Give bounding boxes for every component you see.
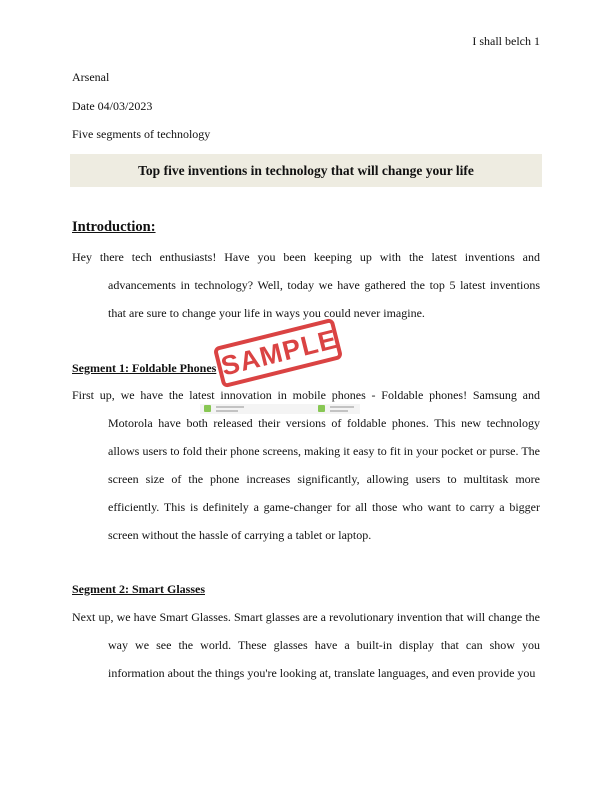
page-header: I shall belch 1 — [472, 34, 540, 48]
segment1-heading: Segment 1: Foldable Phones — [72, 361, 217, 375]
document-date: Date 04/03/2023 — [72, 99, 153, 113]
course-name: Five segments of technology — [72, 127, 211, 141]
segment1-paragraph: First up, we have the latest innovation in mobile phones - Foldable phones! Samsung and Motorola have both released their versions of foldable phones. This new technology allows users to fold their phone screens, making it easy to fit in your pocket or purse. The screen size of the phone increases significantly, allowing users to multitask more efficiently. This is definitely a game-changer for all those who want to carry a bigger screen without the hassle of carrying a tablet or laptop. — [72, 388, 540, 542]
introduction-heading: Introduction: — [72, 219, 156, 235]
introduction-paragraph: Hey there tech enthusiasts! Have you been keeping up with the latest inventions and advancements in technology? Well, today we have gathered the top 5 latest inventions that are sure to change your life in ways you could never imagine. — [72, 250, 540, 320]
segment2-heading: Segment 2: Smart Glasses — [72, 582, 205, 596]
title-band — [70, 154, 542, 187]
sample-stamp: SAMPLE — [213, 318, 343, 389]
author-name: Arsenal — [72, 70, 110, 84]
document-title: Top five inventions in technology that will change your life — [138, 163, 474, 178]
segment2-paragraph: Next up, we have Smart Glasses. Smart glasses are a revolutionary invention that will change the way we see the world. These glasses have a built-in display that can show you information about the things you're looking at, translate languages, and even provide you — [72, 610, 540, 680]
